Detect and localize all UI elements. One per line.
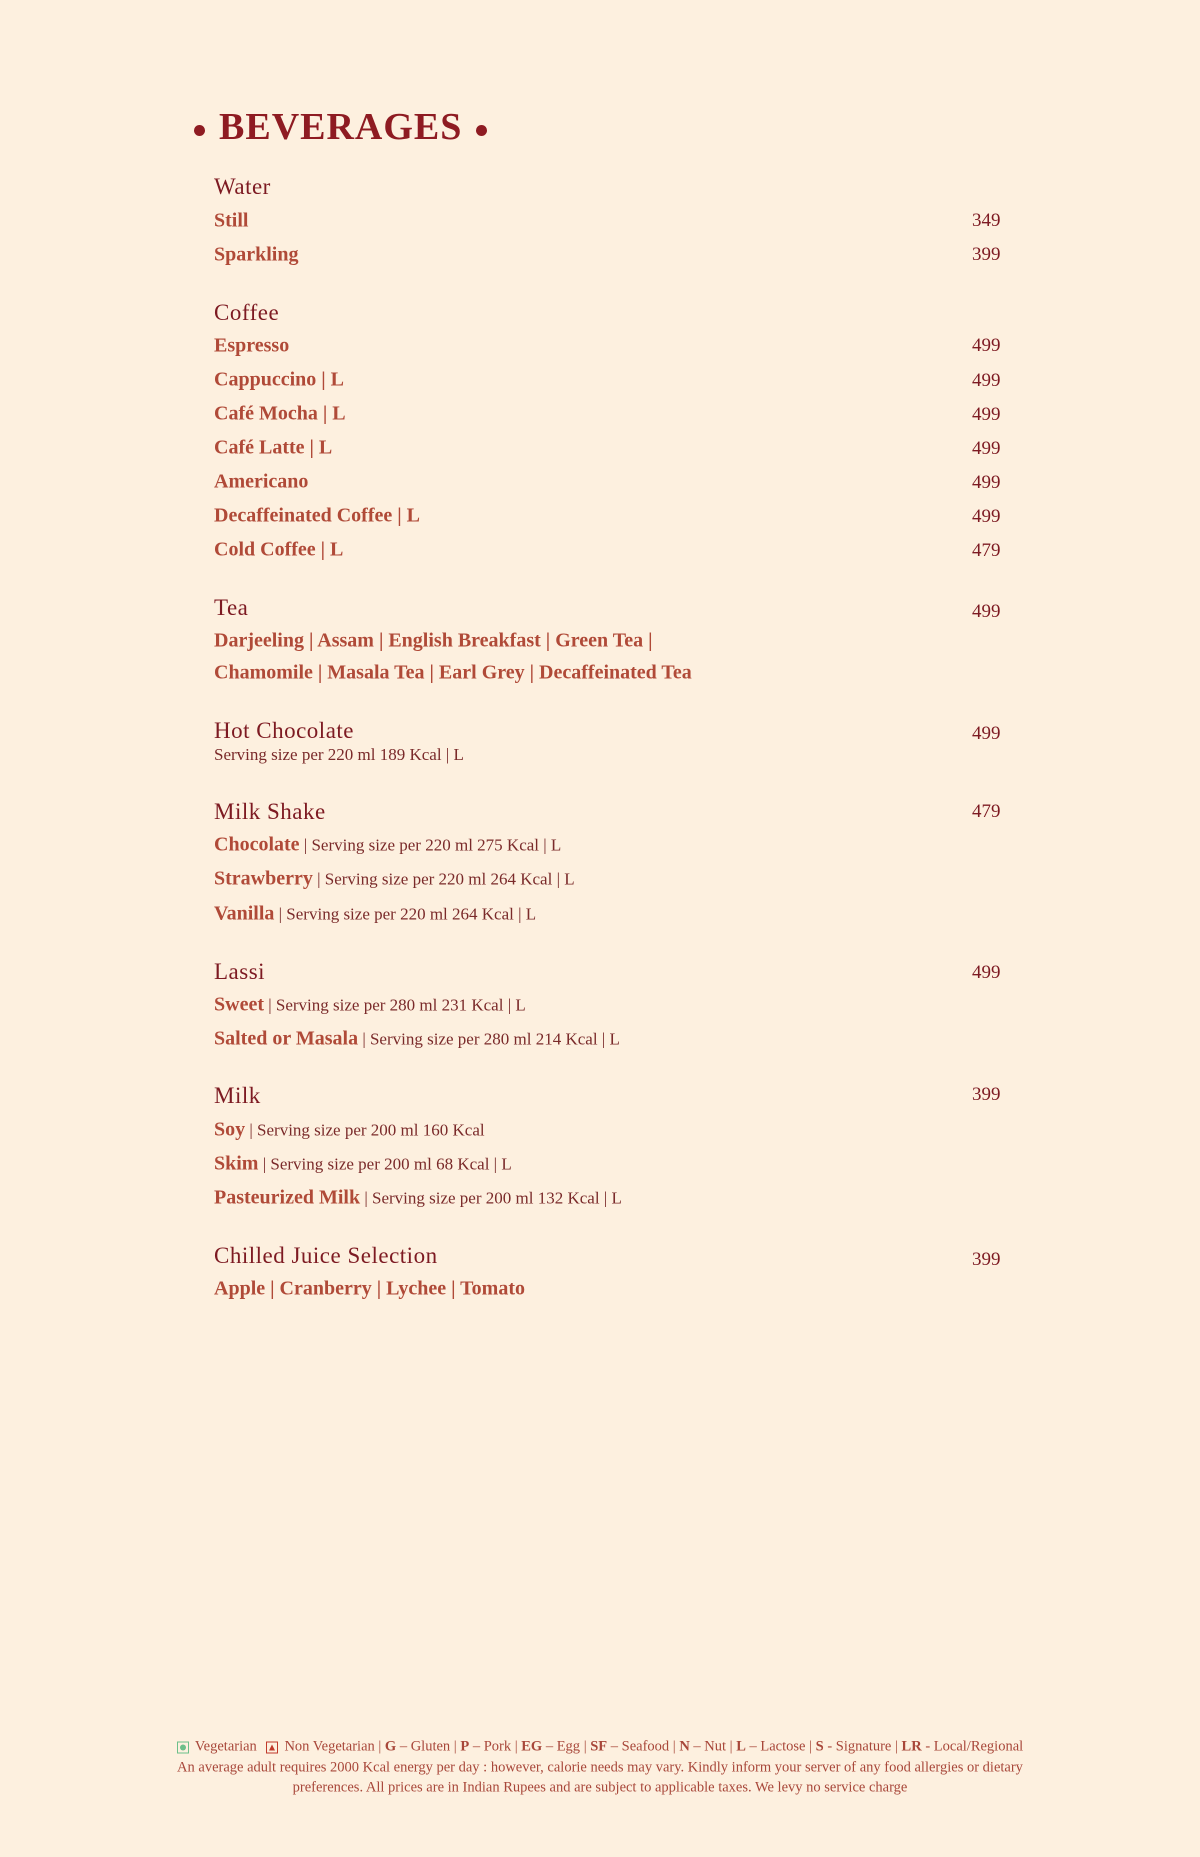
- footer-note: preferences. All prices are in Indian Rupees and are subject to applicable taxes. We levy no service charge: [292, 1779, 908, 1796]
- price: 399: [972, 1084, 1001, 1105]
- menu-item: Vanilla | Serving size per 220 ml 264 Kcal | L: [214, 902, 537, 925]
- menu-item: Chocolate | Serving size per 220 ml 275 Kcal | L: [214, 833, 562, 856]
- section-heading-juice: Chilled Juice Selection: [214, 1243, 438, 1268]
- serving-info: | Serving size per 200 ml 160 Kcal: [245, 1120, 485, 1140]
- price: 499: [972, 438, 1001, 459]
- section-heading-tea: Tea: [214, 595, 249, 620]
- price: 499: [972, 404, 1001, 425]
- non-vegetarian-icon: [266, 1741, 278, 1753]
- serving-info: | Serving size per 280 ml 214 Kcal | L: [358, 1029, 620, 1049]
- section-heading-hot-chocolate: Hot Chocolate: [214, 718, 354, 743]
- serving-info: Serving size per 220 ml 189 Kcal | L: [214, 745, 464, 764]
- menu-item: Cappuccino | L: [214, 368, 344, 391]
- menu-item: Skim | Serving size per 200 ml 68 Kcal | L: [214, 1152, 512, 1175]
- price: 479: [972, 801, 1001, 822]
- menu-item: Strawberry | Serving size per 220 ml 264 Kcal | L: [214, 867, 575, 890]
- section-heading-lassi: Lassi: [214, 959, 266, 984]
- menu-item: Café Latte | L: [214, 436, 333, 459]
- title-text: BEVERAGES: [219, 106, 463, 148]
- price: 399: [972, 1249, 1001, 1270]
- menu-item: Still: [214, 209, 249, 232]
- section-heading-coffee: Coffee: [214, 300, 280, 325]
- price: 499: [972, 601, 1001, 622]
- price: 499: [972, 723, 1001, 744]
- price: 479: [972, 540, 1001, 561]
- price: 499: [972, 335, 1001, 356]
- menu-item: Soy | Serving size per 200 ml 160 Kcal: [214, 1118, 485, 1141]
- page-title: [180, 105, 501, 149]
- serving-info: | Serving size per 220 ml 264 Kcal | L: [312, 869, 575, 889]
- menu-item: Sparkling: [214, 243, 299, 266]
- menu-item: Salted or Masala | Serving size per 280 ml 214 Kcal | L: [214, 1027, 620, 1050]
- menu-item: Cold Coffee | L: [214, 538, 344, 561]
- menu-item: Sweet | Serving size per 280 ml 231 Kcal | L: [214, 993, 526, 1016]
- section-heading-water: Water: [214, 174, 271, 199]
- menu-item: Americano: [214, 470, 309, 493]
- menu-item: Café Mocha | L: [214, 402, 346, 425]
- footer-note: An average adult requires 2000 Kcal energy per day : however, calorie needs may vary. Kindly inform your server of any food allergies or dietary: [177, 1759, 1023, 1776]
- serving-info: | Serving size per 200 ml 68 Kcal | L: [258, 1154, 512, 1174]
- price: 499: [972, 472, 1001, 493]
- price: 499: [972, 506, 1001, 527]
- bullet-icon: [194, 125, 205, 136]
- price: 499: [972, 962, 1001, 983]
- section-heading-milk: Milk: [214, 1083, 261, 1108]
- menu-item: Apple | Cranberry | Lychee | Tomato: [214, 1277, 525, 1300]
- vegetarian-icon: [177, 1741, 189, 1753]
- legend: Vegetarian Non Vegetarian | G – Gluten | P – Pork | EG – Egg | SF – Seafood | N – Nut | L – Lactose | S - Signature | LR - Local/Regional: [0, 1739, 1200, 1756]
- price: 499: [972, 370, 1001, 391]
- price: 349: [972, 210, 1001, 231]
- menu-item: Decaffeinated Coffee | L: [214, 504, 420, 527]
- serving-info: | Serving size per 220 ml 264 Kcal | L: [274, 904, 537, 924]
- serving-info: | Serving size per 200 ml 132 Kcal | L: [360, 1188, 622, 1208]
- section-heading-milk-shake: Milk Shake: [214, 799, 326, 824]
- serving-info: | Serving size per 220 ml 275 Kcal | L: [299, 835, 562, 855]
- bullet-icon: [476, 125, 487, 136]
- menu-item: Espresso: [214, 334, 290, 357]
- price: 399: [972, 244, 1001, 265]
- menu-item: Darjeeling | Assam | English Breakfast | Green Tea |: [214, 629, 653, 652]
- serving-info: | Serving size per 280 ml 231 Kcal | L: [263, 995, 526, 1015]
- menu-item: Chamomile | Masala Tea | Earl Grey | Decaffeinated Tea: [214, 661, 692, 684]
- menu-item: Pasteurized Milk | Serving size per 200 ml 132 Kcal | L: [214, 1186, 622, 1209]
